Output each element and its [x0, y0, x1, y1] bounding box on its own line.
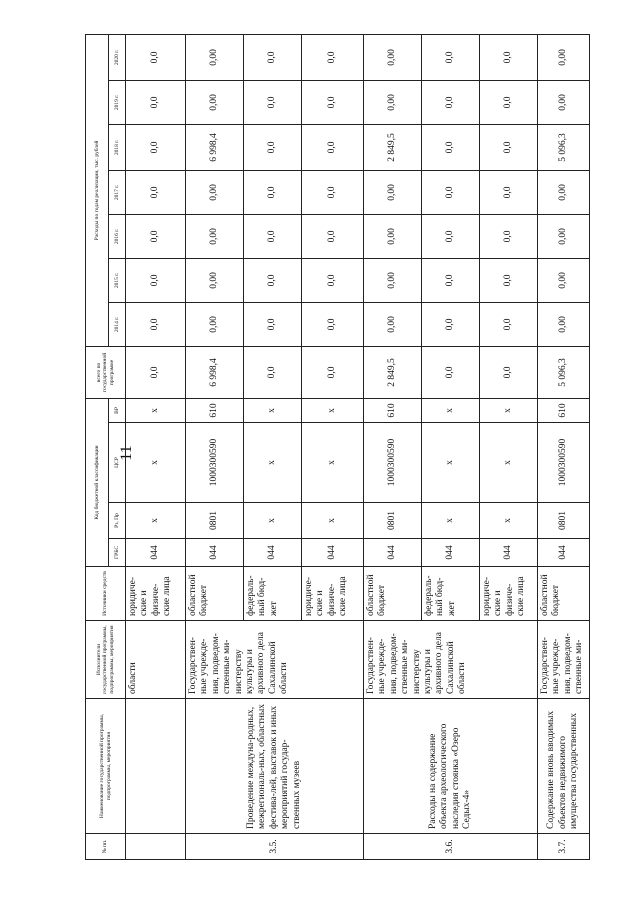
row-val-2018: 2 849,5 [364, 124, 422, 170]
row-val-2017: 0,0 [244, 170, 302, 214]
row-val-2018: 0,0 [302, 124, 364, 170]
row-total: 6 998,4 [186, 346, 244, 398]
row-total: 5 096,3 [538, 346, 590, 398]
row-vr: х [422, 398, 480, 422]
rotated-table-container [85, 35, 585, 860]
row-vr: х [480, 398, 538, 422]
row-source: федераль-ный бюд-жет [422, 567, 480, 621]
row-rzpr: х [480, 503, 538, 539]
row-val-2014: 0,00 [538, 302, 590, 346]
row-val-2020: 0,0 [126, 34, 186, 80]
row-csr: х [244, 423, 302, 503]
row-source: федераль-ный бюд-жет [244, 567, 302, 621]
row-val-2019: 0,0 [126, 80, 186, 124]
row-total: 0,0 [480, 346, 538, 398]
row-val-2014: 0,0 [126, 302, 186, 346]
row-val-2020: 0,0 [480, 34, 538, 80]
row-val-2017: 0,00 [538, 170, 590, 214]
row-val-2019: 0,00 [186, 80, 244, 124]
header-source: Источники средств [86, 567, 126, 621]
row-val-2019: 0,0 [302, 80, 364, 124]
row-val-2020: 0,0 [302, 34, 364, 80]
row-val-2015: 0,0 [244, 258, 302, 302]
row-val-2015: 0,00 [364, 258, 422, 302]
row-num: 3.7. [538, 834, 590, 860]
header-csr: ЦСР [109, 423, 126, 503]
row-grbs: 044 [186, 539, 244, 567]
row-executor: Государствен-ные учрежде-ния, подведом-ственные ми-нистерству культуры и архивного дела Сахалинской области [364, 621, 538, 699]
row-total: 0,0 [422, 346, 480, 398]
header-year-2017: 2017 г. [109, 170, 126, 214]
row-val-2020: 0,00 [538, 34, 590, 80]
row-rzpr: х [244, 503, 302, 539]
row-vr: х [126, 398, 186, 422]
header-grbs: ГРБС [109, 539, 126, 567]
header-total: всего по государственной программе [86, 346, 126, 398]
header-budget-code: Код бюджетной классификации [86, 398, 109, 566]
table-row [364, 34, 422, 859]
row-val-2017: 0,00 [186, 170, 244, 214]
header-num: № пп. [86, 834, 126, 860]
row-csr: 1000300590 [364, 423, 422, 503]
row-name: Проведение междуна-родных, межрегиональ-ных, областных фестива-лей, выставок и иных мероприятий государ-ственных музеев [186, 699, 364, 834]
row-val-2014: 0,0 [480, 302, 538, 346]
row-name [126, 699, 186, 834]
row-val-2020: 0,00 [364, 34, 422, 80]
row-source: областной бюджет [364, 567, 422, 621]
row-val-2019: 0,0 [244, 80, 302, 124]
row-grbs: 044 [538, 539, 590, 567]
row-val-2016: 0,00 [186, 214, 244, 258]
header-expenses: Расходы по годам реализации, тыс. рублей [86, 34, 109, 346]
row-grbs: 044 [244, 539, 302, 567]
row-csr: х [422, 423, 480, 503]
row-val-2014: 0,0 [422, 302, 480, 346]
row-csr: 1000300590 [186, 423, 244, 503]
row-num [126, 834, 186, 860]
row-val-2019: 0,00 [538, 80, 590, 124]
row-total: 0,0 [244, 346, 302, 398]
budget-table [85, 34, 590, 860]
row-rzpr: х [302, 503, 364, 539]
header-year-2019: 2019 г. [109, 80, 126, 124]
row-grbs: 044 [126, 539, 186, 567]
row-num: 3.5. [186, 834, 364, 860]
row-vr: 610 [538, 398, 590, 422]
row-val-2018: 0,0 [480, 124, 538, 170]
row-grbs: 044 [480, 539, 538, 567]
row-csr: 1000300590 [538, 423, 590, 503]
row-rzpr: х [126, 503, 186, 539]
header-year-2018: 2018 г. [109, 124, 126, 170]
row-source: юридиче-ские и физиче-ские лица [126, 567, 186, 621]
row-val-2016: 0,0 [244, 214, 302, 258]
row-name: Расходы на содержание объекта археологического наследия стоянка «Озеро Седых-4» [364, 699, 538, 834]
row-total: 0,0 [302, 346, 364, 398]
row-rzpr: 0801 [186, 503, 244, 539]
row-source: юридиче-ские и физиче-ские лица [480, 567, 538, 621]
row-grbs: 044 [364, 539, 422, 567]
row-val-2016: 0,00 [538, 214, 590, 258]
row-val-2017: 0,0 [480, 170, 538, 214]
row-vr: х [244, 398, 302, 422]
row-val-2017: 0,0 [126, 170, 186, 214]
row-val-2014: 0,0 [302, 302, 364, 346]
row-val-2017: 0,0 [422, 170, 480, 214]
header-vr: ВР [109, 398, 126, 422]
header-year-2020: 2020 г. [109, 34, 126, 80]
row-source: областной бюджет [538, 567, 590, 621]
row-val-2015: 0,0 [302, 258, 364, 302]
page-number: 11 [118, 445, 135, 461]
row-val-2019: 0,00 [364, 80, 422, 124]
row-val-2018: 6 998,4 [186, 124, 244, 170]
row-vr: х [302, 398, 364, 422]
row-val-2016: 0,0 [422, 214, 480, 258]
row-vr: 610 [364, 398, 422, 422]
row-val-2015: 0,0 [480, 258, 538, 302]
row-val-2017: 0,00 [364, 170, 422, 214]
row-rzpr: 0801 [538, 503, 590, 539]
row-source: юридиче-ские и физиче-ские лица [302, 567, 364, 621]
table-row [538, 34, 590, 859]
row-val-2014: 0,00 [186, 302, 244, 346]
header-year-2014: 2014 г. [109, 302, 126, 346]
row-val-2018: 5 096,3 [538, 124, 590, 170]
header-name: Наименование государственной программы, подпрограммы, мероприятия [86, 699, 126, 834]
row-csr: х [480, 423, 538, 503]
row-val-2018: 0,0 [422, 124, 480, 170]
row-val-2016: 0,0 [480, 214, 538, 258]
row-grbs: 044 [302, 539, 364, 567]
row-val-2016: 0,0 [302, 214, 364, 258]
row-val-2014: 0,00 [364, 302, 422, 346]
row-executor: Государствен-ные учрежде-ния, подведом-ственные ми-нистерству культуры и архивного дела Сахалинской области [186, 621, 364, 699]
table-row [126, 34, 186, 859]
row-grbs: 044 [422, 539, 480, 567]
row-rzpr: х [422, 503, 480, 539]
row-val-2015: 0,00 [186, 258, 244, 302]
header-year-2015: 2015 г. [109, 258, 126, 302]
row-source: областной бюджет [186, 567, 244, 621]
row-val-2020: 0,0 [244, 34, 302, 80]
row-val-2018: 0,0 [126, 124, 186, 170]
row-val-2017: 0,0 [302, 170, 364, 214]
row-val-2020: 0,0 [422, 34, 480, 80]
row-val-2018: 0,0 [244, 124, 302, 170]
row-val-2020: 0,00 [186, 34, 244, 80]
row-total: 2 849,5 [364, 346, 422, 398]
row-vr: 610 [186, 398, 244, 422]
row-val-2016: 0,0 [126, 214, 186, 258]
row-val-2016: 0,00 [364, 214, 422, 258]
row-val-2015: 0,0 [422, 258, 480, 302]
row-name: Содержание вновь вводимых объектов недвижимого имущества государственных [538, 699, 590, 834]
row-csr: х [302, 423, 364, 503]
row-rzpr: 0801 [364, 503, 422, 539]
row-val-2015: 0,0 [126, 258, 186, 302]
row-val-2015: 0,00 [538, 258, 590, 302]
header-rzpr: Рз, Пр [109, 503, 126, 539]
row-total: 0,0 [126, 346, 186, 398]
row-executor: Государствен-ные учрежде-ния, подведом-ственные ми- [538, 621, 590, 699]
row-val-2014: 0,0 [244, 302, 302, 346]
row-val-2019: 0,0 [422, 80, 480, 124]
header-executor: Исполнители государственной программы, подпрограммы, мероприятия [86, 621, 126, 699]
header-year-2016: 2016 г. [109, 214, 126, 258]
row-csr: х [126, 423, 186, 503]
row-num: 3.6. [364, 834, 538, 860]
table-row [186, 34, 244, 859]
row-executor: области [126, 621, 186, 699]
row-val-2019: 0,0 [480, 80, 538, 124]
